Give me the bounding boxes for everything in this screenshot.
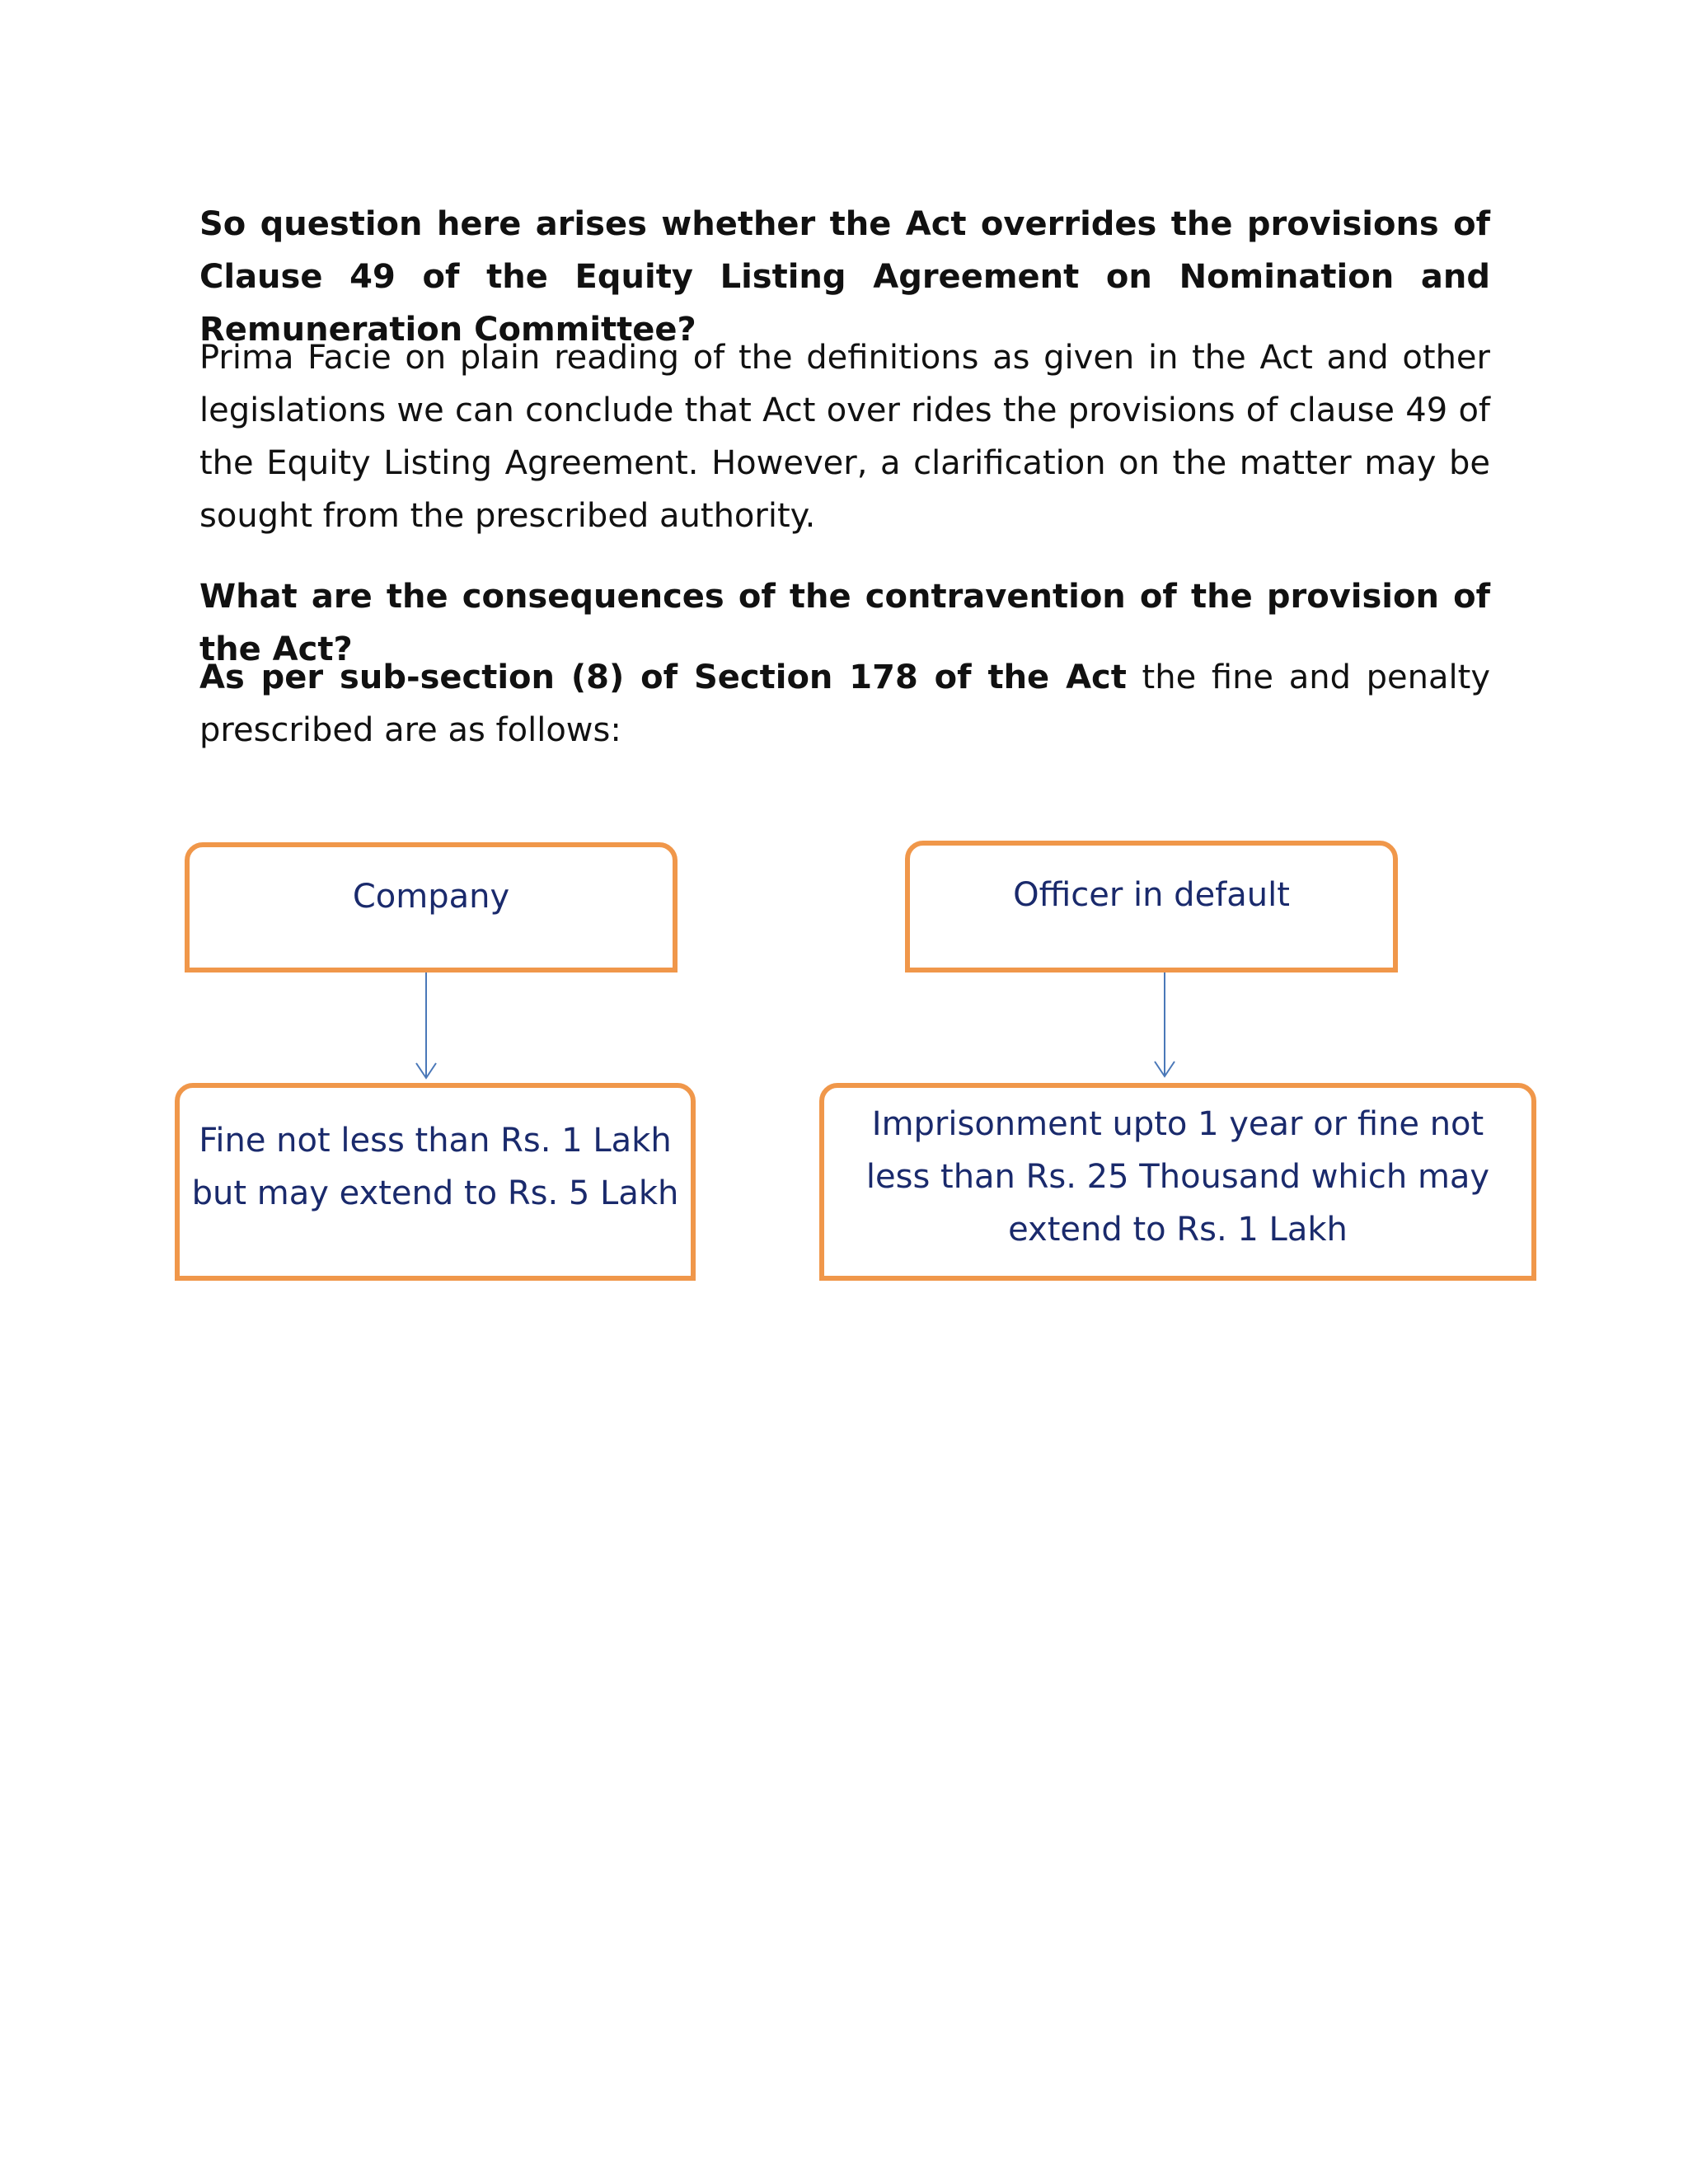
- company-penalty-box: Fine not less than Rs. 1 Lakh but may extend to Rs. 5 Lakh: [175, 1083, 696, 1281]
- officer-penalty-box: Imprisonment upto 1 year or fine not less than Rs. 25 Thousand which may extend to Rs. 1 Lakh: [819, 1083, 1536, 1281]
- section-reference: As per sub-section (8) of Section 178 of the Act: [199, 658, 1127, 696]
- company-arrow: [416, 972, 436, 1078]
- answer-paragraph-override: Prima Facie on plain reading of the definitions as given in the Act and other legislations we can conclude that Act over rides the provisions of clause 49 of the Equity Listing Agreement. However, a clarification on the matter may be sought from the prescribed authority.: [199, 339, 1490, 535]
- question-override: So question here arises whether the Act overrides the provisions of Clause 49 of the Equity Listing Agreement on Nomination and Remuneration Committee?: [199, 205, 1490, 349]
- penalty-intro-text: the fine and penalty prescribed are as follows:: [199, 658, 1490, 749]
- company-box: Company: [185, 842, 678, 972]
- officer-arrow: [1155, 972, 1175, 1076]
- question-consequences: What are the consequences of the contravention of the provision of the Act?: [199, 578, 1490, 668]
- officer-in-default-box: Officer in default: [905, 841, 1398, 972]
